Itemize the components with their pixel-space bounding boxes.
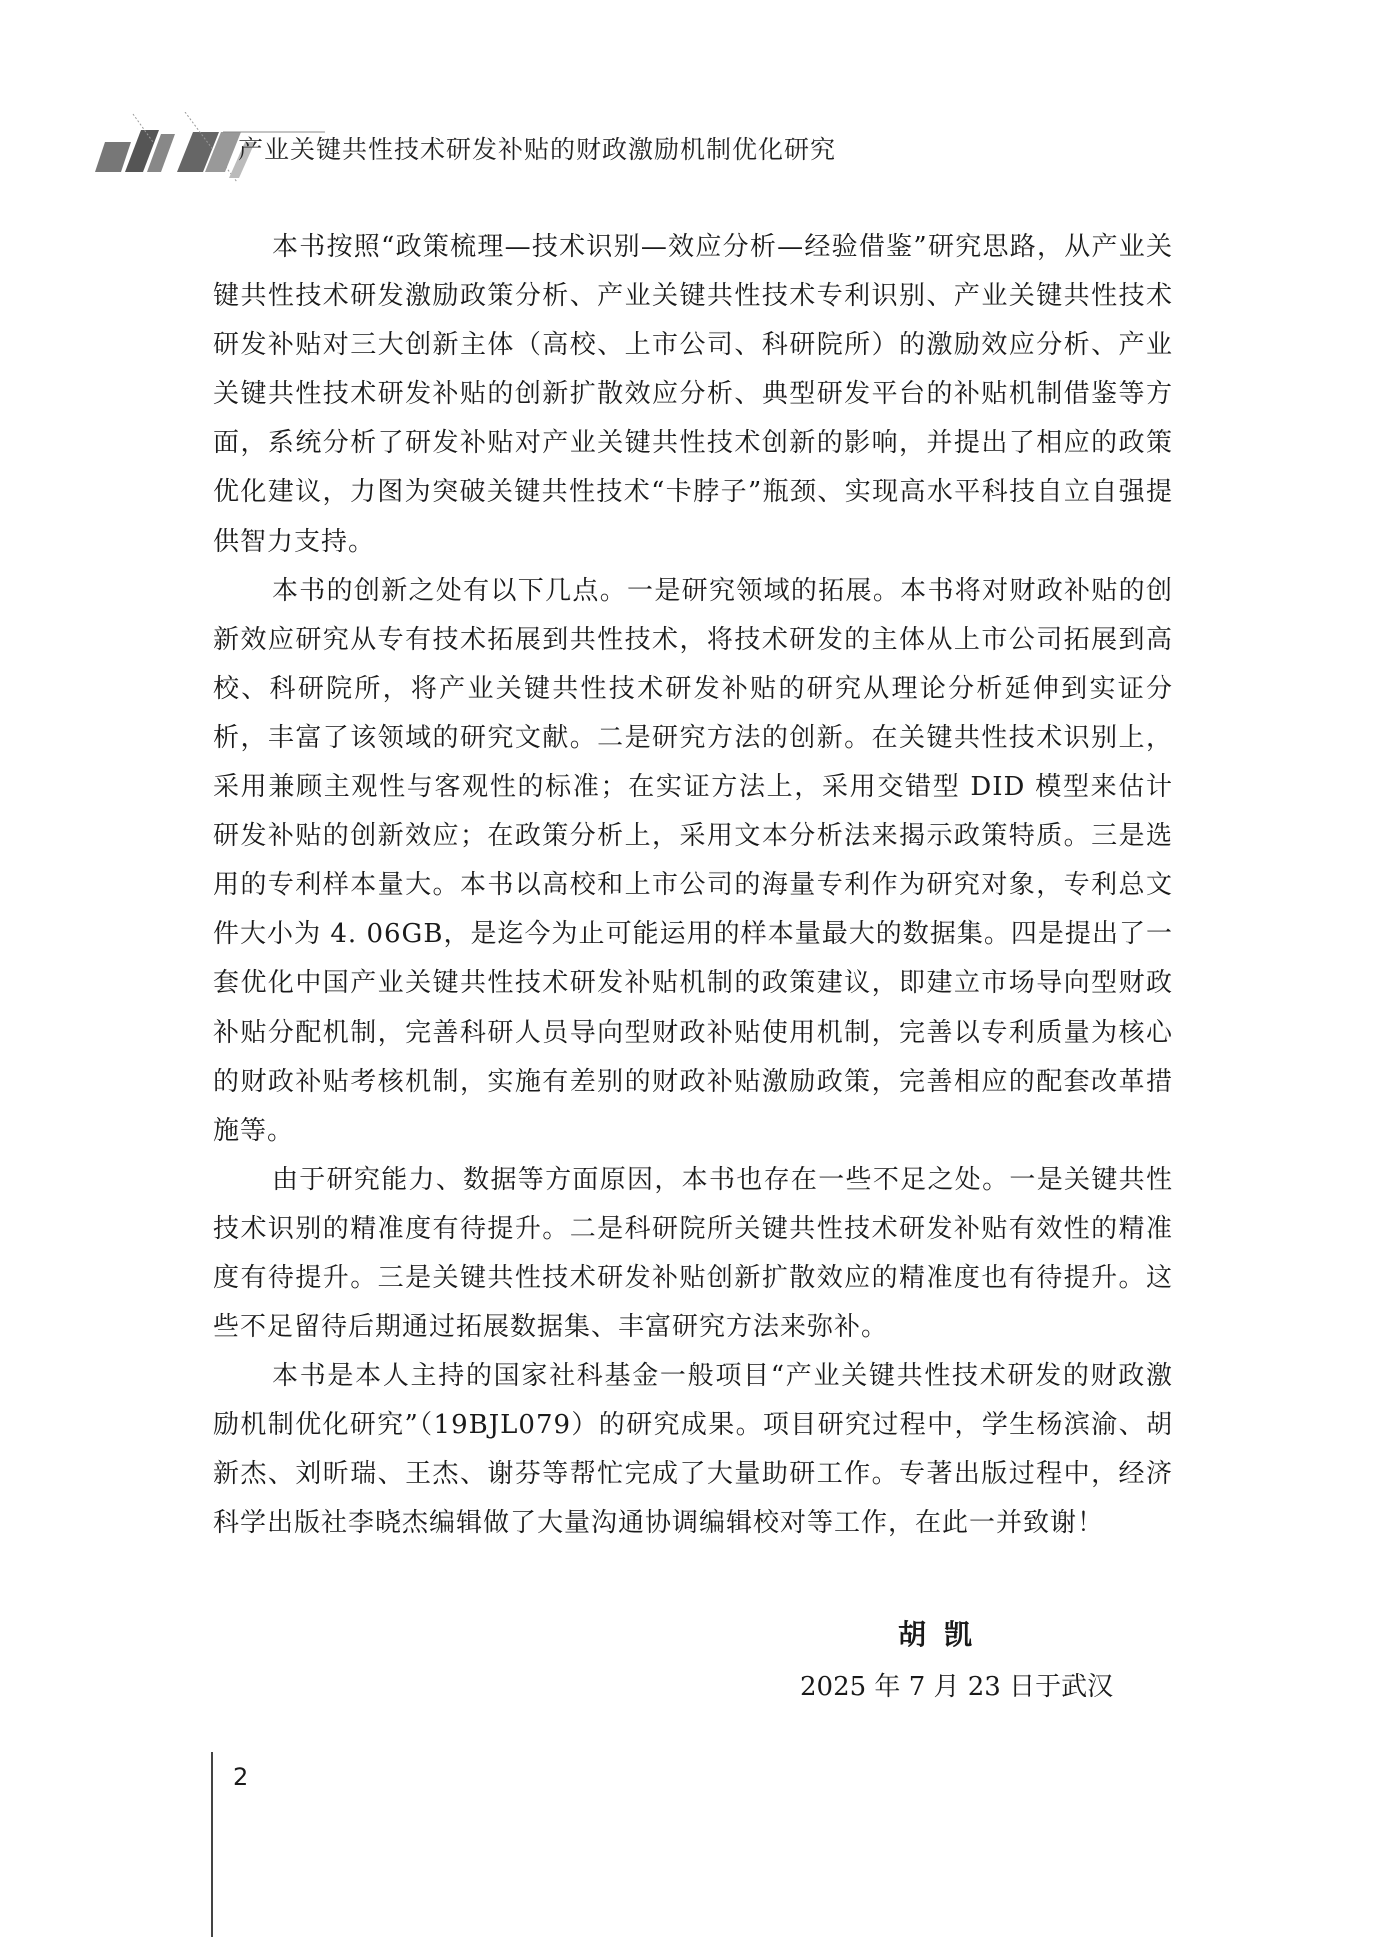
- author-signature: 胡凯: [898, 1618, 991, 1651]
- paragraph-acknowledgements: 本书是本人主持的国家社科基金一般项目“产业关键共性技术研发的财政激励机制优化研究”（19BJL079）的研究成果。项目研究过程中，学生杨滨渝、胡新杰、刘昕瑞、王杰、谢芬等帮忙完成了大量助研工作。专著出版过程中，经济科学出版社李晓杰编辑做了大量沟通协调编辑校对等工作，在此一并致谢！: [213, 1361, 1173, 1539]
- date-line: 2025 年 7 月 23 日于武汉: [800, 1672, 1114, 1702]
- paragraph-limitations: 由于研究能力、数据等方面原因，本书也存在一些不足之处。一是关键共性技术识别的精准度有待提升。二是科研院所关键共性技术研发补贴有效性的精准度有待提升。三是关键共性技术研发补贴创新扩散效应的精准度也有待提升。这些不足留待后期通过拓展数据集、丰富研究方法来弥补。: [213, 1164, 1173, 1343]
- running-title: 产业关键共性技术研发补贴的财政激励机制优化研究: [238, 135, 837, 164]
- page-number: 2: [233, 1763, 249, 1791]
- paragraph-innovations: 本书的创新之处有以下几点。一是研究领域的拓展。本书将对财政补贴的创新效应研究从专有技术拓展到共性技术，将技术研发的主体从上市公司拓展到高校、科研院所，将产业关键共性技术研发补贴的研究从理论分析延伸到实证分析，丰富了该领域的研究文献。二是研究方法的创新。在关键共性技术识别上，采用兼顾主观性与客观性的标准；在实证方法上，采用交错型 DID 模型来估计研发补贴的创新效应；在政策分析上，采用文本分析法来揭示政策特质。三是选用的专利样本量大。本书以高校和上市公司的海量专利作为研究对象，专利总文件大小为 4. 06GB，是迄今为止可能运用的样本量最大的数据集。四是提出了一套优化中国产业关键共性技术研发补贴机制的政策建议，即建立市场导向型财政补贴分配机制，完善科研人员导向型财政补贴使用机制，完善以专利质量为核心的财政补贴考核机制，实施有差别的财政补贴激励政策，完善相应的配套改革措施等。: [213, 575, 1173, 1146]
- body-text: [213, 223, 1173, 1549]
- paragraph-research-approach: 本书按照“政策梳理—技术识别—效应分析—经验借鉴”研究思路，从产业关键共性技术研发激励政策分析、产业关键共性技术专利识别、产业关键共性技术研发补贴对三大创新主体（高校、上市公司、科研院所）的激励效应分析、产业关键共性技术研发补贴的创新扩散效应分析、典型研发平台的补贴机制借鉴等方面，系统分析了研发补贴对产业关键共性技术创新的影响，并提出了相应的政策优化建议，力图为突破关键共性技术“卡脖子”瓶颈、实现高水平科技自立自强提供智力支持。: [213, 232, 1173, 557]
- page-number-rule: [211, 1752, 213, 1937]
